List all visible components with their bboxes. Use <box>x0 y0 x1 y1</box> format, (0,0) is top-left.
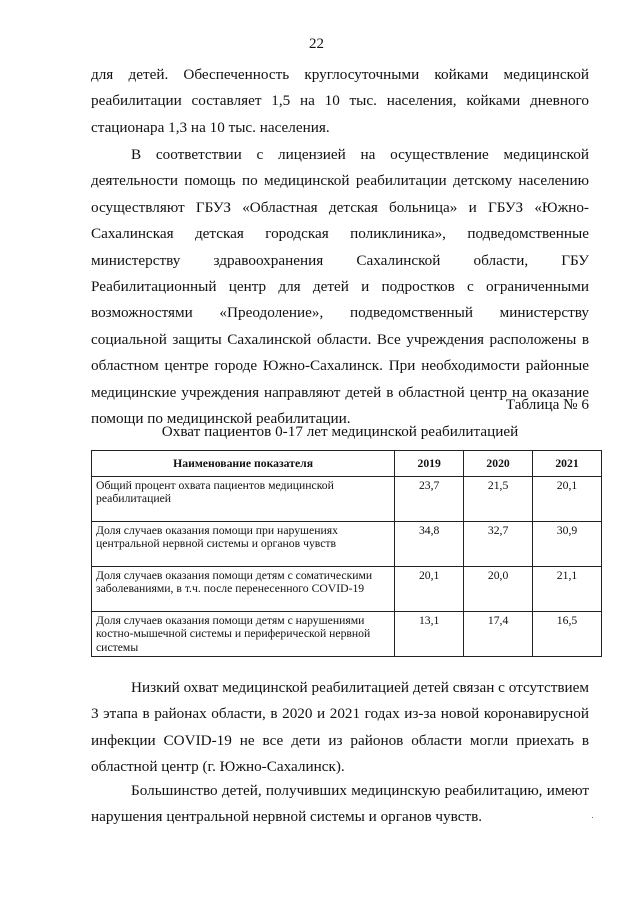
table-row <box>92 567 602 612</box>
table-row <box>92 612 602 657</box>
coverage-table <box>91 450 602 657</box>
cell-2019: 34,8 <box>395 522 464 567</box>
paragraph-1: для детей. Обеспеченность круглосуточными койками медицинской реабилитации составляет 1,5 на 10 тыс. населения, койками дневного стационара 1,3 на 10 тыс. населения. <box>91 66 589 136</box>
paragraph-2: В соответствии с лицензией на осуществление медицинской деятельности помощь по медицинской реабилитации детскому населению осуществляют ГБУЗ «Областная детская больница» и ГБУЗ «Южно-Сахалинская детская городская поликлиника», подведомственные министерству здравоохранения Сахалинской области, ГБУ Реабилитационный центр для детей и подростков с ограниченными возможностями «Преодоление», подведомственный министерству социальной защиты Сахалинской области. Все учреждения расположены в областном центре городе Южно-Сахалинск. При необходимости районные медицинские учреждения направляют детей в областной центр на оказание помощи по медицинской реабилитации. <box>91 146 589 428</box>
scan-speck <box>592 817 593 818</box>
cell-2020: 32,7 <box>464 522 533 567</box>
cell-2021: 30,9 <box>533 522 602 567</box>
cell-2020: 17,4 <box>464 612 533 657</box>
table-title: Охват пациентов 0-17 лет медицинской реабилитацией <box>161 423 519 440</box>
header-2021: 2021 <box>533 451 602 477</box>
cell-2021: 16,5 <box>533 612 602 657</box>
page-number: 22 <box>309 36 324 52</box>
header-2019: 2019 <box>395 451 464 477</box>
header-indicator: Наименование показателя <box>92 451 395 477</box>
row-indicator-name: Доля случаев оказания помощи детям с соматическими заболеваниями, в т.ч. после перенесенного COVID-19 <box>92 567 395 612</box>
row-indicator-name: Общий процент охвата пациентов медицинской реабилитацией <box>92 477 395 522</box>
cell-2021: 21,1 <box>533 567 602 612</box>
table-row <box>92 522 602 567</box>
table-header-row <box>92 451 602 477</box>
cell-2019: 23,7 <box>395 477 464 522</box>
table-number: Таблица № 6 <box>505 396 589 413</box>
cell-2019: 13,1 <box>395 612 464 657</box>
cell-2021: 20,1 <box>533 477 602 522</box>
row-indicator-name: Доля случаев оказания помощи детям с нарушениями костно-мышечной системы и периферической нервной системы <box>92 612 395 657</box>
header-2020: 2020 <box>464 451 533 477</box>
cell-2019: 20,1 <box>395 567 464 612</box>
paragraph-3: Низкий охват медицинской реабилитацией детей связан с отсутствием 3 этапа в районах области, в 2020 и 2021 годах из-за новой коронавирусной инфекции COVID-19 не все дети из районов области могли приехать в областной центр (г. Южно-Сахалинск). <box>91 679 589 776</box>
cell-2020: 21,5 <box>464 477 533 522</box>
table-row <box>92 477 602 522</box>
cell-2020: 20,0 <box>464 567 533 612</box>
paragraph-4: Большинство детей, получивших медицинскую реабилитацию, имеют нарушения центральной нервной системы и органов чувств. <box>91 782 589 826</box>
row-indicator-name: Доля случаев оказания помощи при нарушениях центральной нервной системы и органов чувств <box>92 522 395 567</box>
